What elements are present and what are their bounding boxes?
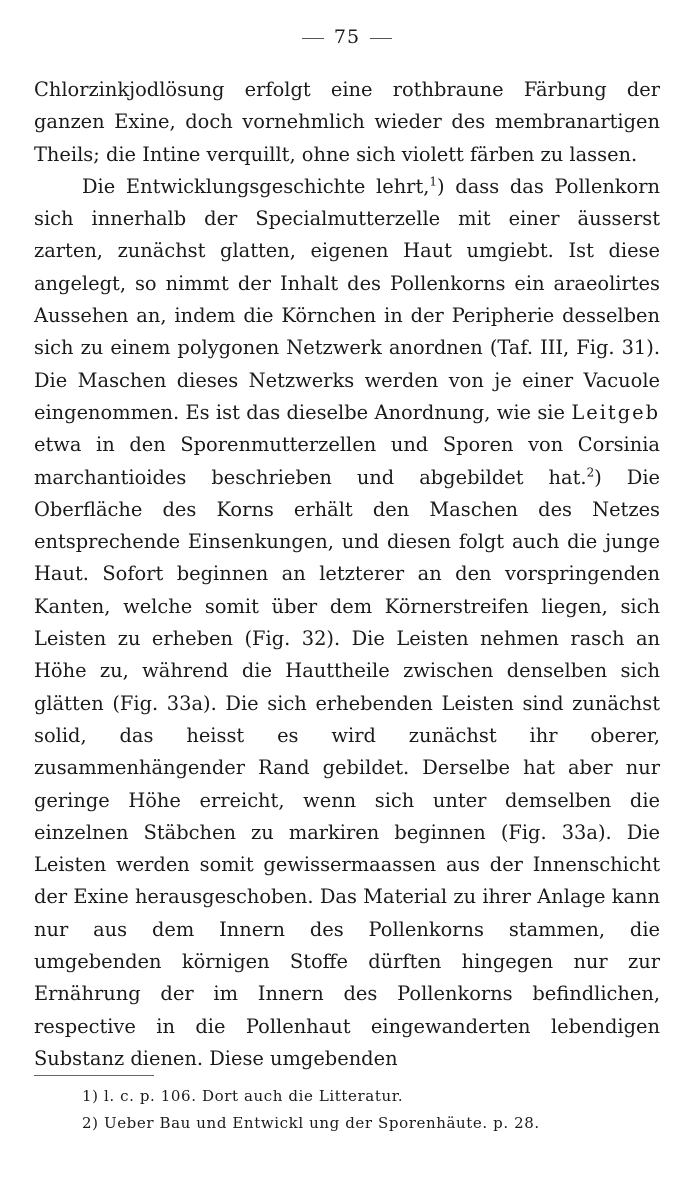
header-dash-left [302,38,324,39]
footnotes [82,1083,642,1137]
footnote-1: 1) l. c. p. 106. Dort auch die Litteratur. [82,1087,404,1105]
paragraph-text: Die Entwicklungsgeschichte lehrt, [82,174,430,198]
footnote-ref-2: 2 [586,465,595,480]
paragraph-text: ) dass das Pollenkorn sich innerhalb der Specialmutterzelle mit einer äusserst zarten, zunächst glatten, eigenen Haut umgiebt. Ist diese angelegt, so nimmt der Inhalt des Pollenkorns ein araeolirtes Aussehen an, indem die Körnchen in der Peripherie desselben sich zu einem polygonen Netzwerk anordnen (Taf. III, Fig. 31). Die Maschen dieses Netzwerks werden von je einer Vacuole eingenommen. Es ist das dieselbe Anordnung, wie sie [34,174,660,424]
paragraph-continued: Chlorzinkjodlösung erfolgt eine rothbraune Färbung der ganzen Exine, doch vornehmlich wieder des membranartigen Theils; die Intine verquillt, ohne sich violett färben zu lassen. [34,78,660,166]
footnote-2: 2) Ueber Bau und Entwickl ung der Sporenhäute. p. 28. [82,1114,540,1132]
book-page [34,0,660,1200]
paragraph-text: etwa in den Sporenmutterzellen und Sporen von Corsinia marchantioides beschrieben und abgebildet hat. [34,433,660,489]
footnote-rule [34,1075,154,1076]
author-name-spaced: Leitgeb [571,400,660,424]
paragraph-text: ) Die Oberfläche des Korns erhält den Maschen des Netzes entsprechende Einsenkungen, und diesen folgt auch die junge Haut. Sofort beginnen an letzterer an den vorspringenden Kanten, welche somit über dem Körnerstreifen liegen, sich Leisten zu erheben (Fig. 32). Die Leisten nehmen rasch an Höhe zu, während die Hauttheile zwischen denselben sich glätten (Fig. 33a). Die sich erhebenden Leisten sind zunächst solid, das heisst es wird zunächst ihr oberer, zusammenhängender Rand gebildet. Derselbe hat aber nur geringe Höhe erreicht, wenn sich unter demselben die einzelnen Stäbchen zu markiren beginnen (Fig. 33a). Die Leisten werden somit gewissermaassen aus der Innenschicht der Exine herausgeschoben. Das Material zu ihrer Anlage kann nur aus dem Innern des Pollenkorns stammen, die umgebenden körnigen Stoffe dürften hingegen nur zur Ernährung der im Innern des Pollenkorns befindlichen, respective in die Pollenhaut eingewanderten lebendigen Substanz dienen. Diese umgebenden [34,465,661,1070]
page-number: 75 [333,26,361,48]
body-text [34,74,660,1075]
footnote-ref-1: 1 [429,174,438,189]
page-header [34,26,660,48]
header-dash-right [370,38,392,39]
paragraph-development [34,171,660,1075]
